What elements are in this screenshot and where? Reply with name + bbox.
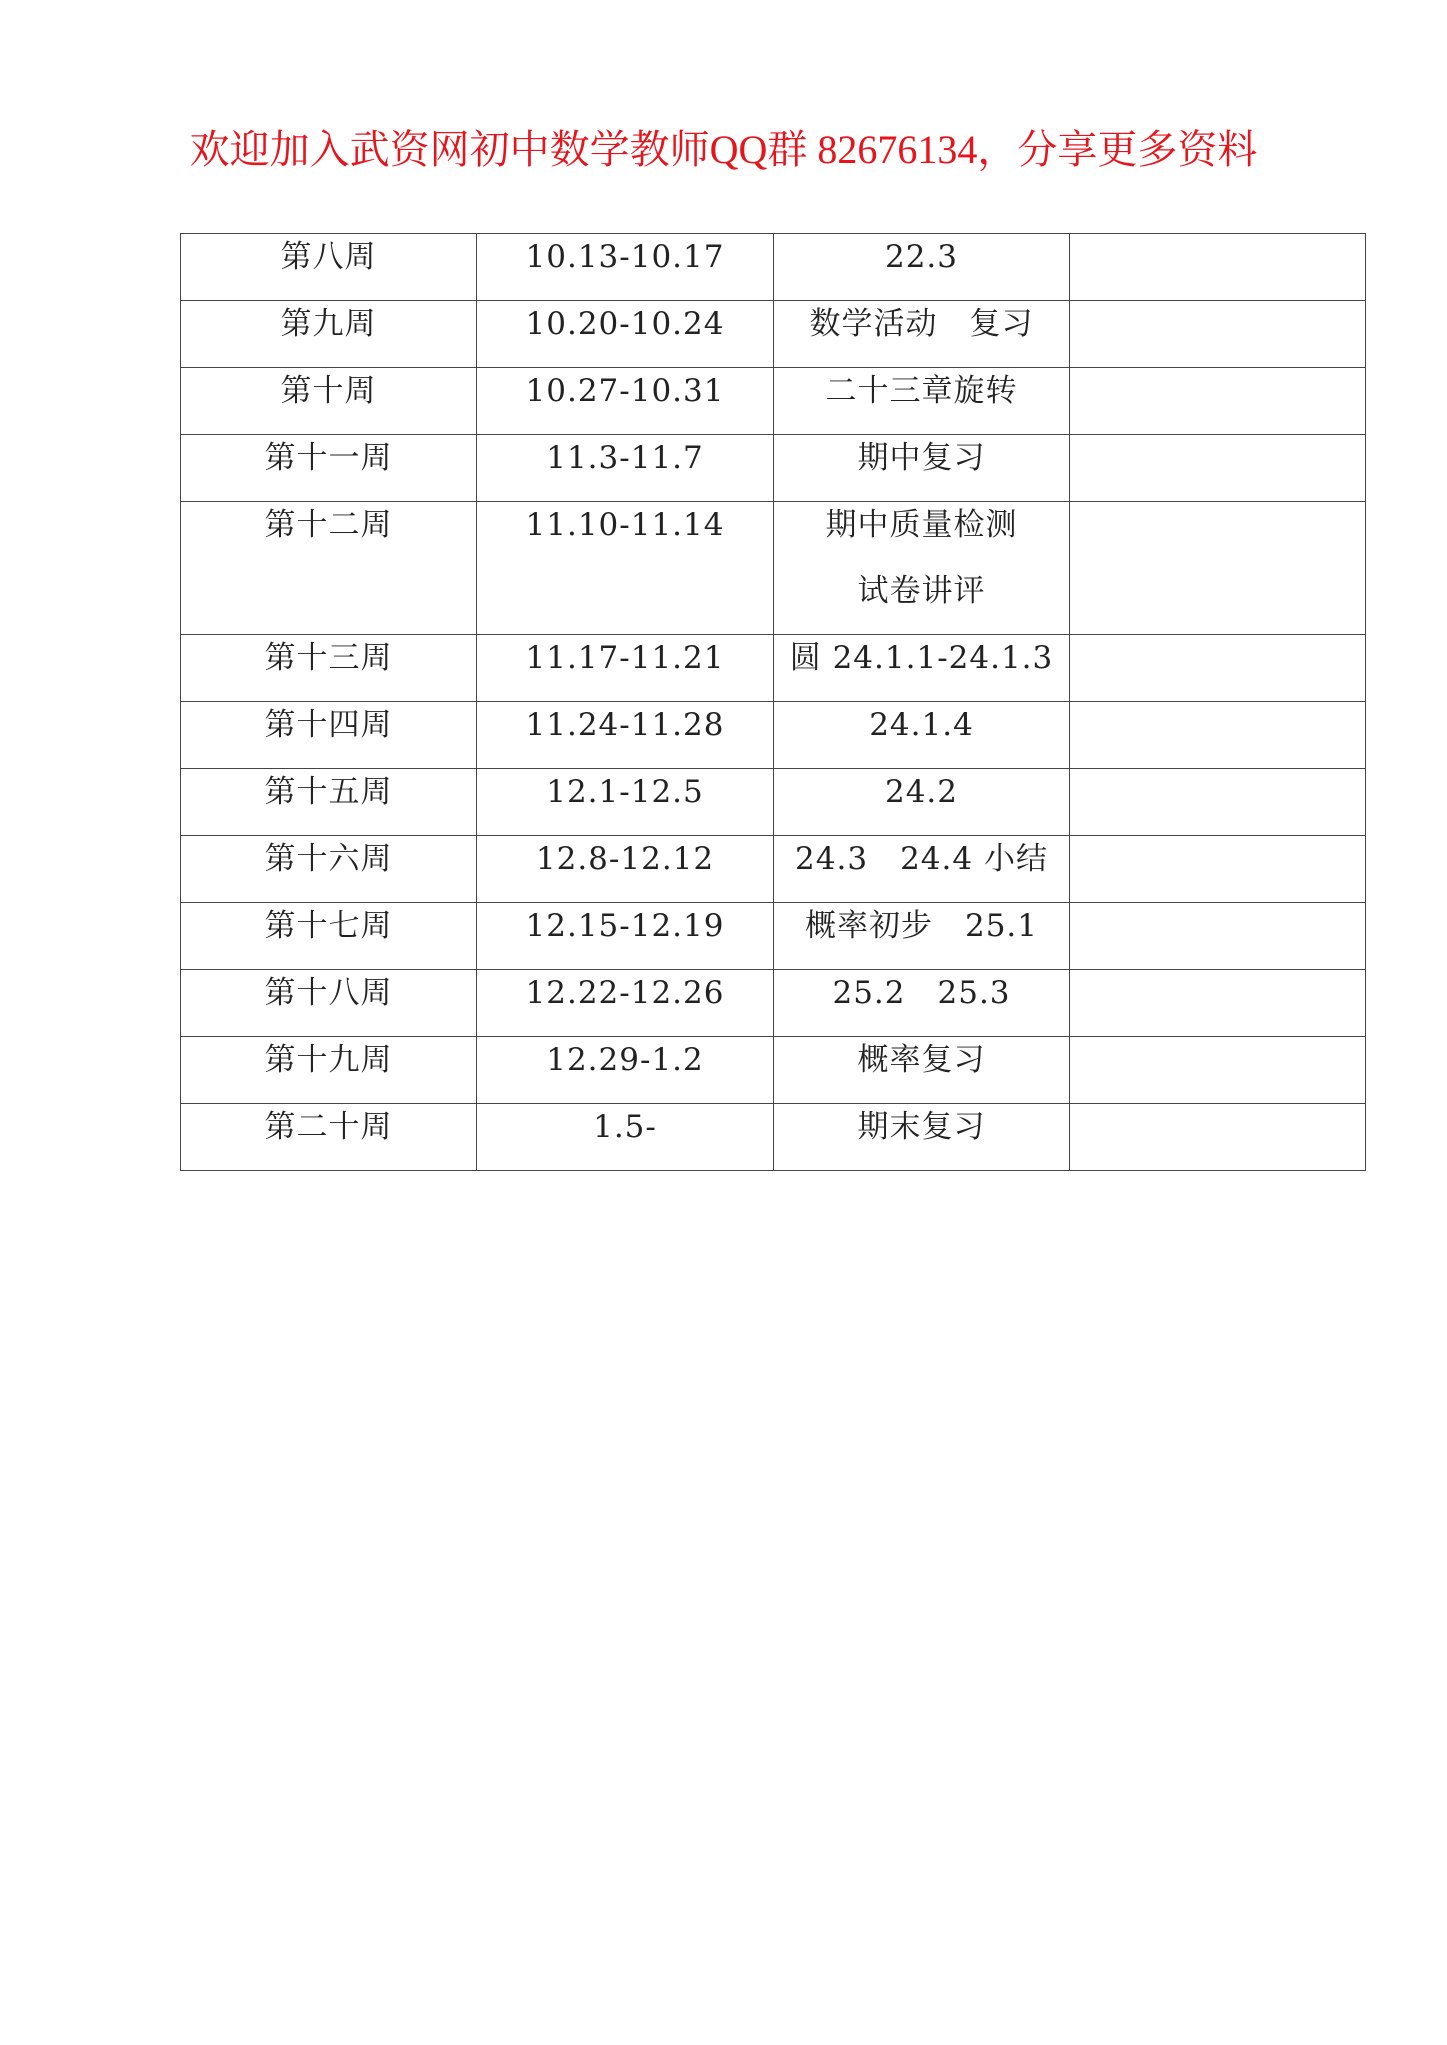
note-cell-text (1070, 502, 1365, 559)
note-cell-text (1070, 836, 1365, 893)
note-cell-text (1070, 769, 1365, 826)
table-row (181, 301, 1366, 368)
content-cell (774, 1104, 1070, 1171)
dates-cell (477, 368, 774, 435)
note-cell-text (1070, 1037, 1365, 1094)
note-cell (1070, 903, 1366, 970)
content-cell-text: 数学活动 复习 (809, 306, 1034, 342)
content-cell (774, 635, 1070, 702)
dates-cell (477, 769, 774, 836)
content-cell (774, 970, 1070, 1037)
dates-cell-text: 11.10-11.14 (525, 507, 725, 543)
week-cell-text: 第十九周 (264, 1042, 393, 1078)
note-cell-text (1070, 702, 1365, 759)
content-cell-text: 24.2 (884, 774, 959, 810)
week-cell (181, 769, 477, 836)
table-row (181, 502, 1366, 635)
note-cell (1070, 970, 1366, 1037)
week-cell-text: 第十五周 (264, 774, 393, 810)
dates-cell-text: 12.29-1.2 (546, 1042, 704, 1078)
table-row (181, 1037, 1366, 1104)
content-cell-text: 期中质量检测 (825, 507, 1018, 543)
content-cell-text: 期末复习 (857, 1109, 986, 1145)
note-cell-text (1070, 1104, 1365, 1161)
note-cell (1070, 635, 1366, 702)
week-cell-text: 第十四周 (264, 707, 393, 743)
table-row (181, 1104, 1366, 1171)
dates-cell-text: 11.17-11.21 (525, 640, 725, 676)
dates-cell (477, 435, 774, 502)
dates-cell-text: 12.15-12.19 (525, 908, 725, 944)
dates-cell (477, 301, 774, 368)
week-cell (181, 502, 477, 635)
table-row (181, 769, 1366, 836)
note-cell (1070, 435, 1366, 502)
dates-cell (477, 234, 774, 301)
week-cell (181, 435, 477, 502)
week-cell (181, 702, 477, 769)
content-cell (774, 435, 1070, 502)
content-cell-text: 24.1.4 (869, 707, 974, 743)
content-cell-text: 圆 24.1.1-24.1.3 (789, 640, 1054, 676)
content-cell-text: 二十三章旋转 (825, 373, 1018, 409)
dates-cell-text: 10.20-10.24 (525, 306, 725, 342)
table-row (181, 903, 1366, 970)
week-cell (181, 903, 477, 970)
dates-cell-text: 1.5- (593, 1109, 657, 1145)
content-cell-text: 概率复习 (857, 1042, 986, 1078)
content-cell-text: 24.3 24.4 小结 (795, 841, 1048, 877)
banner-text: 欢迎加入武资网初中数学教师QQ群 82676134，分享更多资料 (189, 127, 1258, 172)
note-cell (1070, 769, 1366, 836)
note-cell (1070, 836, 1366, 903)
note-cell-text (1070, 234, 1365, 291)
week-cell-text: 第十三周 (264, 640, 393, 676)
week-cell (181, 970, 477, 1037)
content-cell (774, 234, 1070, 301)
week-cell-text: 第十八周 (264, 975, 393, 1011)
content-cell-text: 25.2 25.3 (832, 975, 1011, 1011)
content-cell (774, 301, 1070, 368)
note-cell (1070, 234, 1366, 301)
table-row (181, 635, 1366, 702)
content-cell (774, 702, 1070, 769)
note-cell (1070, 702, 1366, 769)
schedule-table (180, 233, 1366, 1171)
week-cell-text: 第十七周 (264, 908, 393, 944)
dates-cell (477, 635, 774, 702)
week-cell (181, 635, 477, 702)
week-cell-text: 第八周 (280, 239, 377, 275)
week-cell (181, 836, 477, 903)
content-cell-text: 概率初步 25.1 (804, 908, 1039, 944)
note-cell (1070, 1037, 1366, 1104)
dates-cell (477, 903, 774, 970)
note-cell-text (1070, 435, 1365, 492)
dates-cell (477, 502, 774, 635)
content-cell (774, 903, 1070, 970)
note-cell-text (1070, 903, 1365, 960)
note-cell (1070, 368, 1366, 435)
week-cell (181, 301, 477, 368)
dates-cell-text: 12.8-12.12 (535, 841, 715, 877)
dates-cell-text: 11.24-11.28 (525, 707, 725, 743)
content-cell-text: 22.3 (884, 239, 959, 275)
content-cell (774, 836, 1070, 903)
note-cell-text (1070, 368, 1365, 425)
table-row (181, 234, 1366, 301)
content-cell (774, 769, 1070, 836)
week-cell (181, 1104, 477, 1171)
table-row (181, 435, 1366, 502)
week-cell (181, 1037, 477, 1104)
dates-cell (477, 1037, 774, 1104)
dates-cell (477, 836, 774, 903)
dates-cell (477, 702, 774, 769)
note-cell (1070, 301, 1366, 368)
dates-cell (477, 1104, 774, 1171)
dates-cell-text: 12.22-12.26 (525, 975, 725, 1011)
dates-cell-text: 12.1-12.5 (546, 774, 704, 810)
note-cell (1070, 502, 1366, 635)
dates-cell (477, 970, 774, 1037)
week-cell (181, 234, 477, 301)
table-row (181, 836, 1366, 903)
week-cell-text: 第十一周 (264, 440, 393, 476)
week-cell (181, 368, 477, 435)
content-cell-text: 期中复习 (857, 440, 986, 476)
dates-cell-text: 10.27-10.31 (525, 373, 725, 409)
week-cell-text: 第十周 (280, 373, 377, 409)
week-cell-text: 第十二周 (264, 507, 393, 543)
table-row (181, 368, 1366, 435)
content-cell (774, 502, 1070, 635)
table-row (181, 970, 1366, 1037)
content-cell-text: 试卷讲评 (857, 573, 986, 609)
week-cell-text: 第十六周 (264, 841, 393, 877)
content-cell (774, 368, 1070, 435)
note-cell-text (1070, 635, 1365, 692)
content-cell (774, 1037, 1070, 1104)
dates-cell-text: 10.13-10.17 (525, 239, 725, 275)
dates-cell-text: 11.3-11.7 (546, 440, 704, 476)
schedule-body (181, 234, 1366, 1171)
note-cell-text (1070, 301, 1365, 358)
week-cell-text: 第二十周 (264, 1109, 393, 1145)
week-cell-text: 第九周 (280, 306, 377, 342)
table-row (181, 702, 1366, 769)
note-cell-text (1070, 970, 1365, 1027)
note-cell (1070, 1104, 1366, 1171)
